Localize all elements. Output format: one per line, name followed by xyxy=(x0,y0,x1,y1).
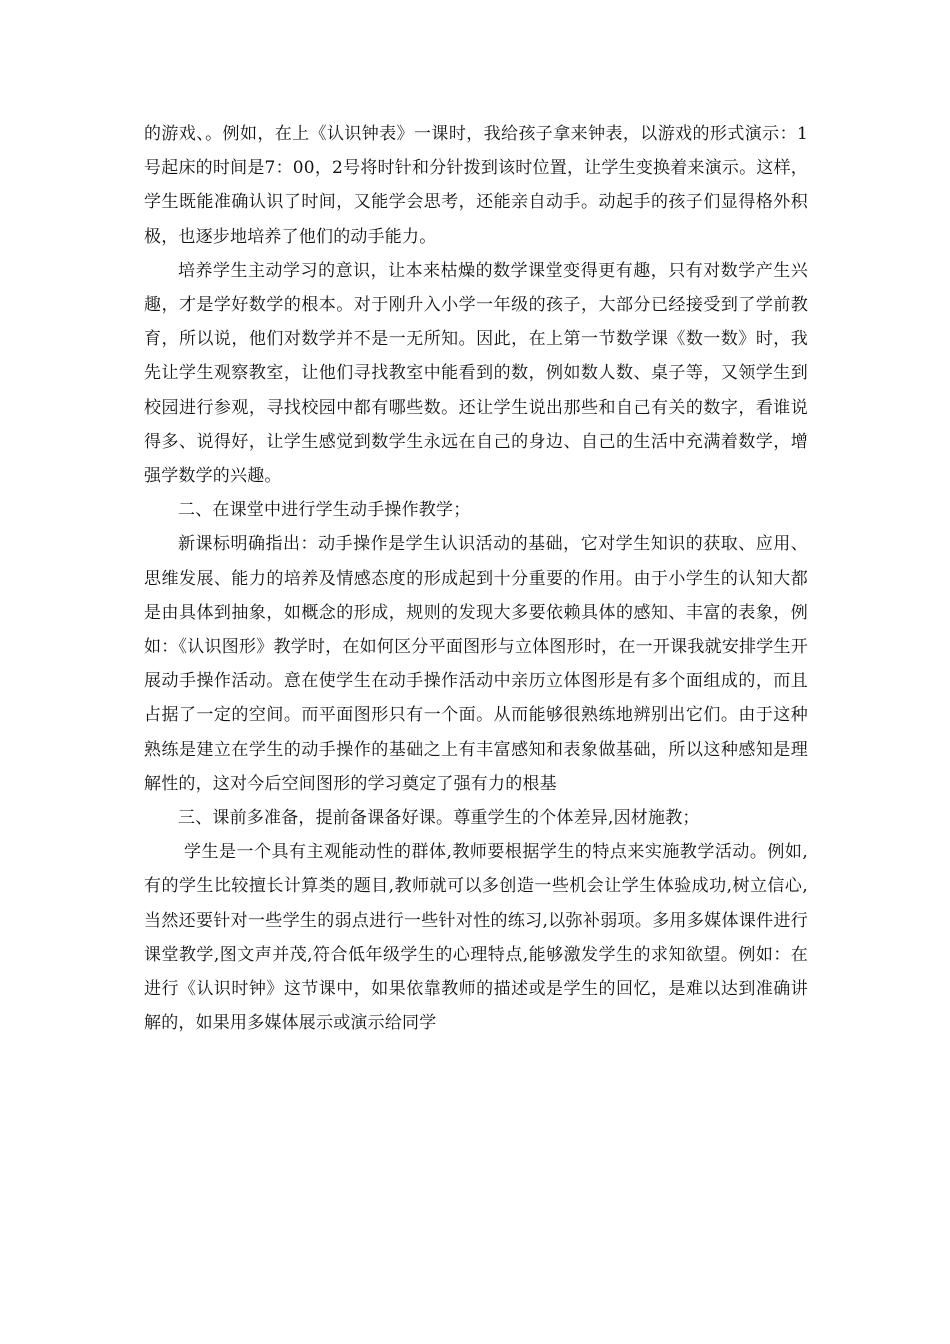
section-heading-3: 三、课前多准备，提前备课备好课。尊重学生的个体差异,因材施教； xyxy=(178,808,700,829)
section-heading-2: 二、在课堂中进行学生动手操作教学； xyxy=(178,500,471,521)
paragraph-continuation: 的游戏、。例如，在上《认识钟表》一课时，我给孩子拿来钟表，以游戏的形式演示：1号起床的时间是7：00，2号将时针和分针拨到该时位置，让学生变换着来演示。这样，学生既能准确认识了时间，又能学会思考，还能亲自动手。动起手的孩子们显得格外积极，也逐步地培养了他们的动手能力。 xyxy=(144,124,808,247)
document-body xyxy=(144,117,808,1040)
paragraph-individual-differences: 学生是一个具有主观能动性的群体,教师要根据学生的特点来实施教学活动。例如,有的学生比较擅长计算类的题目,教师就可以多创造一些机会让学生体验成功,树立信心,当然还要针对一些学生的弱点进行一些针对性的练习,以弥补弱项。多用多媒体课件进行课堂教学,图文声并茂,符合低年级学生的心理特点,能够激发学生的求知欲望。例如：在进行《认识时钟》这节课中，如果依靠教师的描述或是学生的回忆，是难以达到准确讲解的，如果用多媒体展示或演示给同学 xyxy=(144,842,808,1034)
paragraph-interest: 培养学生主动学习的意识，让本来枯燥的数学课堂变得更有趣，只有对数学产生兴趣，才是学好数学的根本。对于刚升入小学一年级的孩子，大部分已经接受到了学前教育，所以说，他们对数学并不是一无所知。因此，在上第一节数学课《数一数》时，我先让学生观察教室，让他们寻找教室中能看到的数，例如数人数、桌子等，又领学生到校园进行参观，寻找校园中都有哪些数。还让学生说出那些和自己有关的数字，看谁说得多、说得好，让学生感觉到数学生永远在自己的身边、自己的生活中充满着数学，增强学数学的兴趣。 xyxy=(144,260,808,487)
paragraph-hands-on: 新课标明确指出：动手操作是学生认识活动的基础，它对学生知识的获取、应用、思维发展、能力的培养及情感态度的形成起到十分重要的作用。由于小学生的认知大都是由具体到抽象，如概念的形成，规则的发现大多要依赖具体的感知、丰富的表象，例如：《认识图形》教学时，在如何区分平面图形与立体图形时，在一开课我就安排学生开展动手操作活动。意在使学生在动手操作活动中亲历立体图形是有多个面组成的，而且占据了一定的空间。而平面图形只有一个面。从而能够很熟练地辨别出它们。由于这种熟练是建立在学生的动手操作的基础之上有丰富感知和表象做基础，所以这种感知是理解性的，这对今后空间图形的学习奠定了强有力的根基 xyxy=(144,534,808,794)
